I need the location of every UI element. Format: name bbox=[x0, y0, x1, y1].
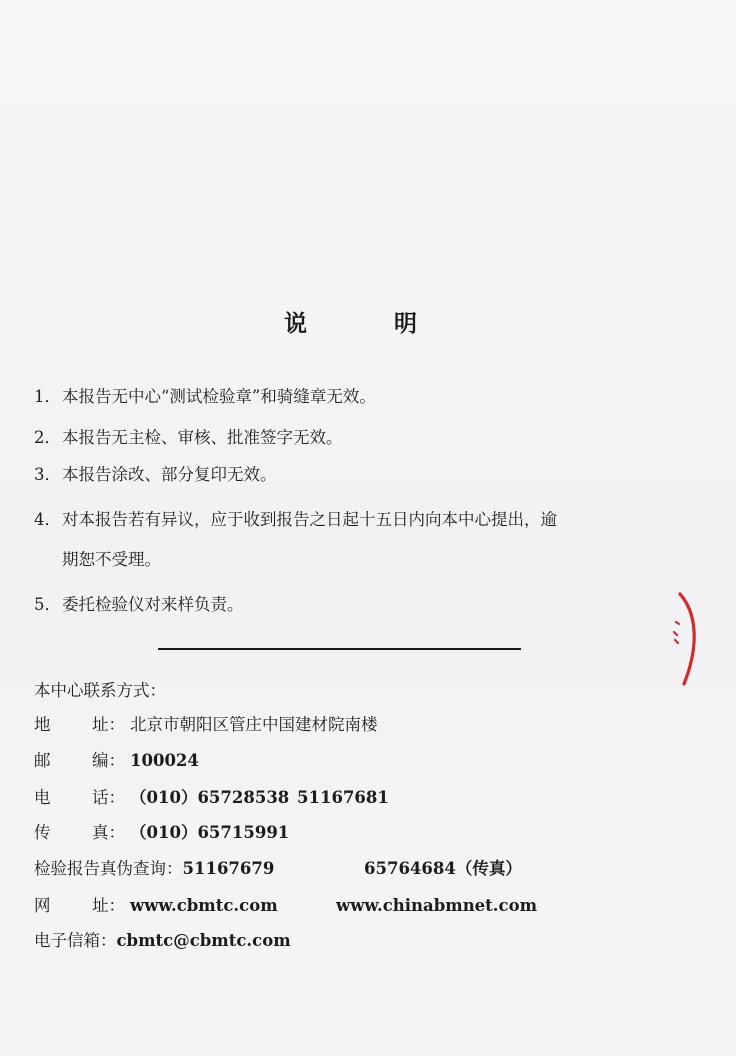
title-part-1: 说 bbox=[284, 310, 307, 337]
label-char: 址： bbox=[92, 896, 125, 915]
contact-heading: 本中心联系方式： bbox=[34, 681, 166, 700]
verify-phone-value: 51167679 bbox=[182, 859, 275, 878]
note-text: 对本报告若有异议，应于收到报告之日起十五日内向本中心提出，逾 bbox=[62, 510, 557, 529]
note-number: 1． bbox=[34, 387, 61, 406]
label-char: 编： bbox=[92, 751, 125, 770]
note-text: 委托检验仪对来样负责。 bbox=[62, 595, 244, 614]
note-item-5 bbox=[34, 594, 244, 616]
phone-value-2: 51167681 bbox=[297, 788, 389, 807]
label-char: 电 bbox=[34, 788, 51, 807]
note-number: 2． bbox=[34, 428, 61, 447]
note-number: 3． bbox=[34, 465, 61, 484]
contact-verify-row bbox=[34, 858, 274, 880]
note-text: 本报告涂改、部分复印无效。 bbox=[62, 465, 277, 484]
contact-email-row bbox=[34, 930, 291, 952]
note-item-4 bbox=[34, 509, 557, 531]
verify-label: 检验报告真伪查询： bbox=[34, 859, 183, 878]
label-char: 话： bbox=[92, 788, 125, 807]
note-text: 本报告无主检、审核、批准签字无效。 bbox=[62, 428, 343, 447]
contact-label bbox=[34, 714, 130, 736]
contact-label bbox=[34, 822, 130, 844]
address-value: 北京市朝阳区管庄中国建材院南楼 bbox=[130, 715, 378, 734]
email-link[interactable]: cbmtc@cbmtc.com bbox=[116, 931, 291, 950]
contact-address-row bbox=[34, 714, 378, 736]
label-char: 邮 bbox=[34, 751, 51, 770]
website-link-1[interactable]: www.cbmtc.com bbox=[130, 896, 278, 915]
verify-fax-value: 65764684（传真） bbox=[364, 859, 522, 878]
phone-value-1: （010）65728538 bbox=[130, 788, 290, 807]
section-divider bbox=[158, 648, 521, 650]
postcode-value: 100024 bbox=[130, 751, 199, 770]
email-label: 电子信箱： bbox=[34, 931, 117, 950]
website-link-2[interactable]: www.chinabmnet.com bbox=[336, 896, 538, 915]
note-text: 本报告无中心“测试检验章”和骑缝章无效。 bbox=[62, 387, 376, 406]
label-char: 地 bbox=[34, 715, 51, 734]
contact-phone-row bbox=[34, 787, 289, 809]
label-char: 真： bbox=[92, 823, 125, 842]
label-char: 网 bbox=[34, 896, 51, 915]
fax-value: （010）65715991 bbox=[130, 823, 290, 842]
contact-label bbox=[34, 787, 130, 809]
note-item-3 bbox=[34, 464, 277, 486]
note-number: 4． bbox=[34, 510, 61, 529]
label-char: 址： bbox=[92, 715, 125, 734]
contact-label bbox=[34, 895, 130, 917]
contact-postcode-row bbox=[34, 750, 199, 772]
note-item-1 bbox=[34, 386, 376, 408]
note-number: 5． bbox=[34, 595, 61, 614]
title-part-2: 明 bbox=[394, 310, 417, 337]
contact-fax-row bbox=[34, 822, 289, 844]
contact-website-row bbox=[34, 895, 278, 917]
seal-stamp-fragment bbox=[666, 588, 706, 688]
note-item-2 bbox=[34, 427, 343, 449]
note-item-4-continuation: 期恕不受理。 bbox=[62, 550, 161, 569]
contact-label bbox=[34, 750, 130, 772]
label-char: 传 bbox=[34, 823, 51, 842]
